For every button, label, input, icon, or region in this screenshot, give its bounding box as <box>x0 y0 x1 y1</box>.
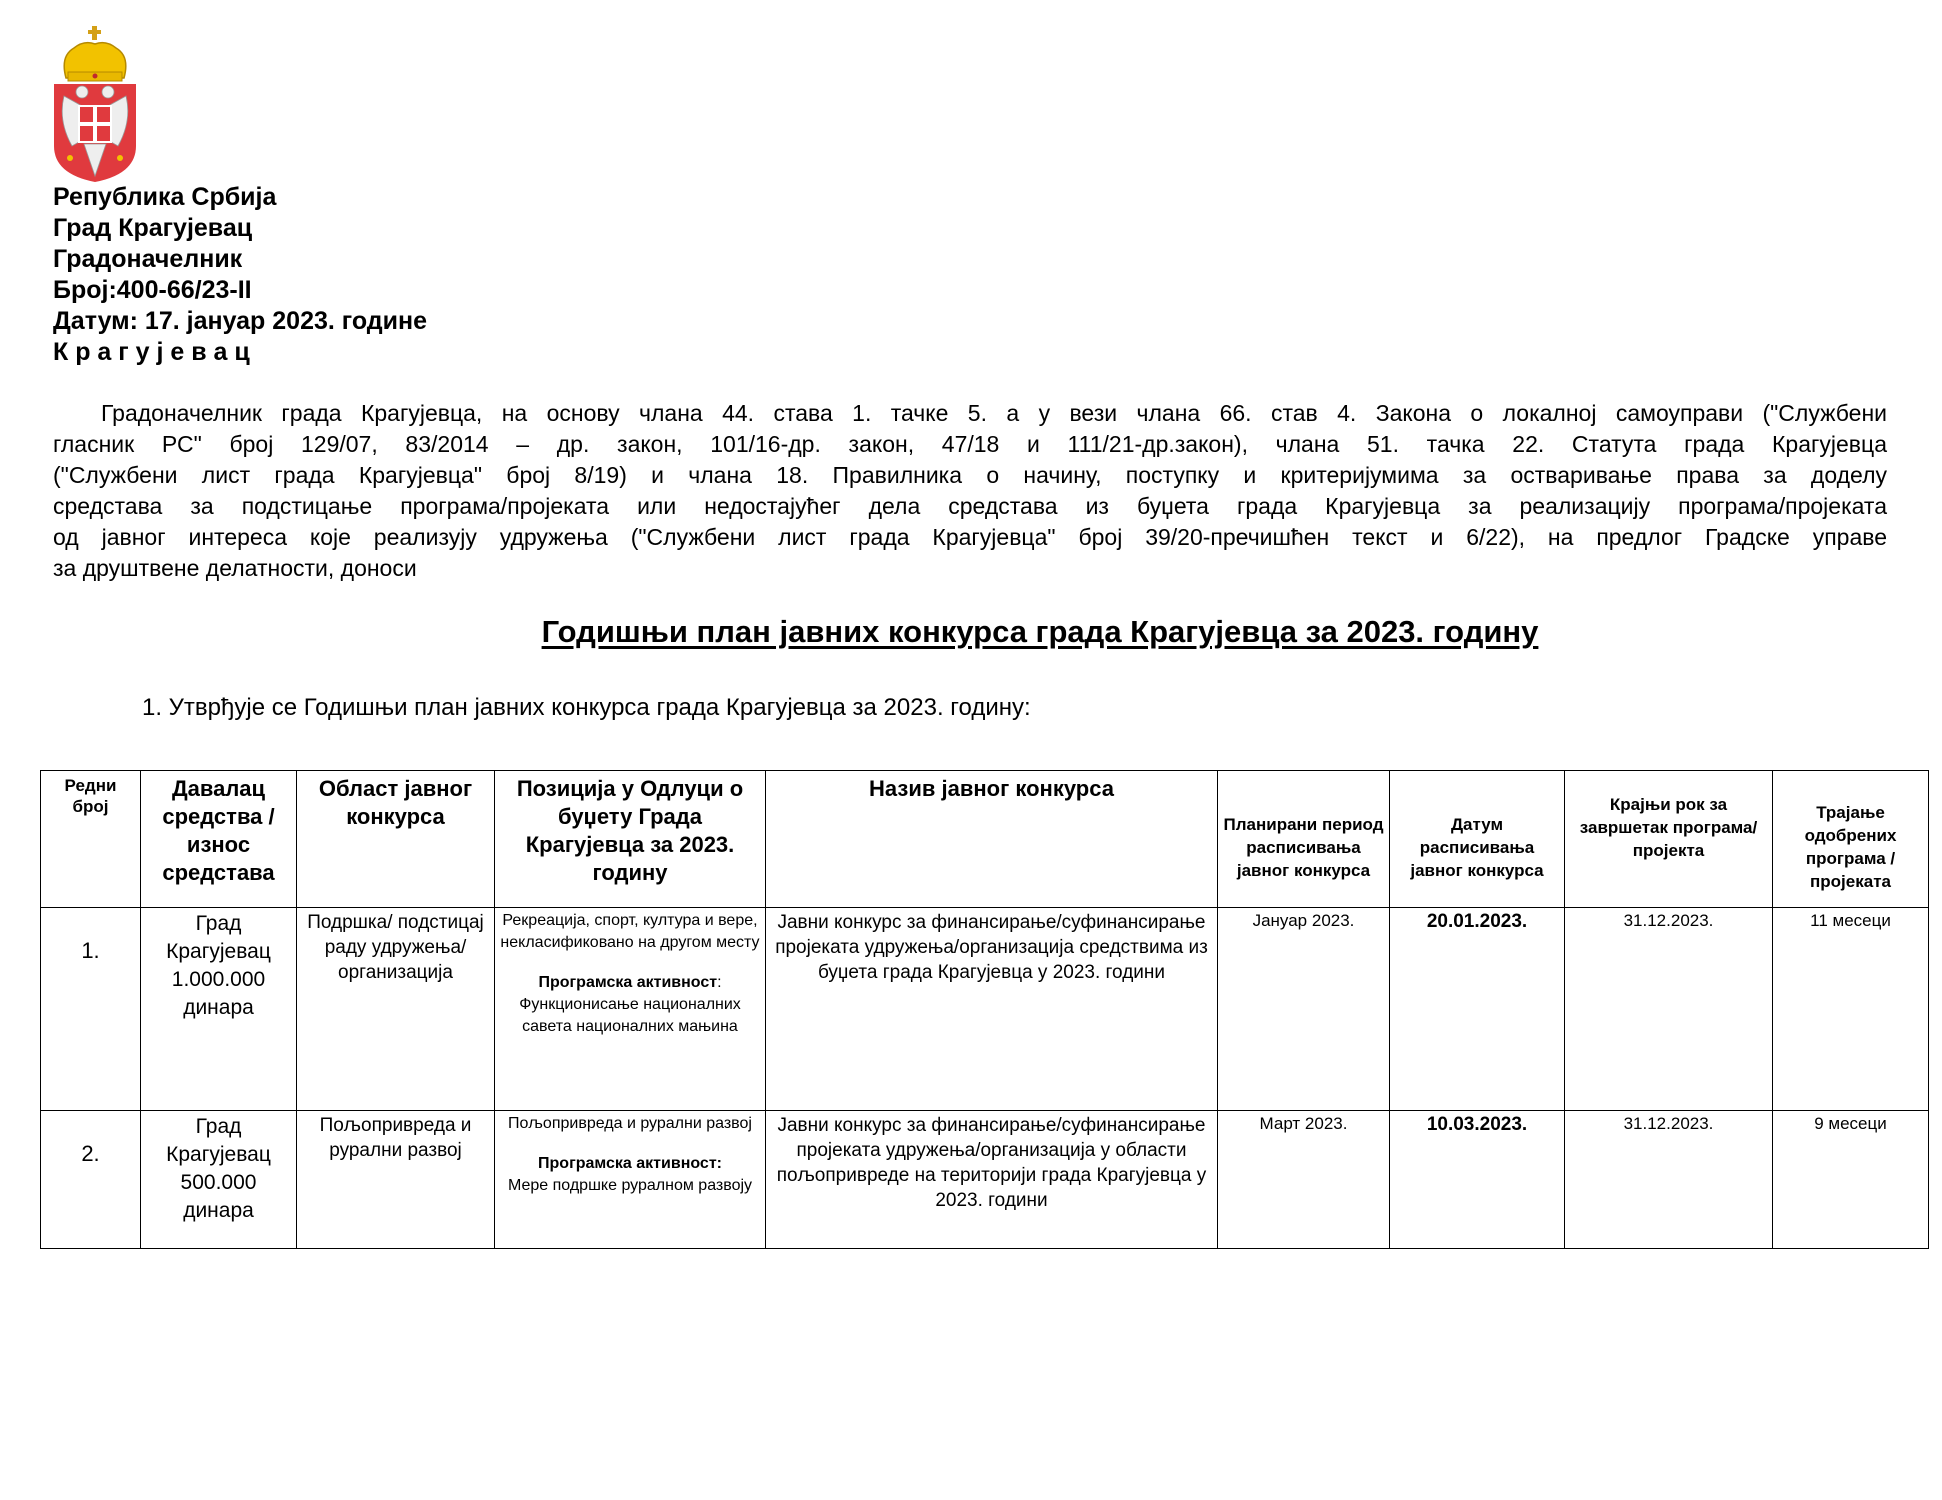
row-position <box>495 908 766 1111</box>
header-date: Датум расписивања јавног конкурса <box>1390 771 1565 908</box>
header-name: Назив јавног конкурса <box>766 771 1218 908</box>
preamble-line: ("Службени лист града Крагујевца" број 8/19) и члана 18. Правилника о начину, поступку и критеријумима за остваривање права за доделу <box>53 462 1887 488</box>
header-provider: Давалац средства /износ средстава <box>141 771 297 908</box>
preamble-line: од јавног интереса које реализују удружења ("Службени лист града Крагујевца" број 39/20-пречишћен текст и 6/22), на предлог Градске управе <box>53 524 1887 550</box>
row-duration: 9 месеци <box>1773 1111 1929 1249</box>
row-number: 1. <box>41 908 141 1111</box>
row-area: Пољопривреда и рурални развој <box>297 1111 495 1249</box>
provider-line: Град <box>195 1115 242 1138</box>
preamble-line: средстава за подстицање програма/пројеката или недостајућег дела средстава из буџета града Крагујевца за реализацију програма/пројеката <box>53 493 1887 519</box>
row-deadline: 31.12.2023. <box>1565 1111 1773 1249</box>
preamble-paragraph <box>53 398 1887 584</box>
competitions-plan-table <box>40 770 1929 1249</box>
table-row <box>41 908 1929 1111</box>
row-position <box>495 1111 766 1249</box>
header-area: Област јавног конкурса <box>297 771 495 908</box>
row-duration: 11 месеци <box>1773 908 1929 1111</box>
header-no: Редни број <box>41 771 141 908</box>
preamble-line: за друштвене делатности, доноси <box>53 555 417 581</box>
row-competition-name: Јавни конкурс за финансирање/суфинансирање пројеката удружења/организација у области пољопривреде на територији града Крагујевца у 2023. години <box>766 1111 1218 1249</box>
document-title: Годишњи план јавних конкурса града Крагујевца за 2023. годину <box>541 614 1539 649</box>
row-date: 20.01.2023. <box>1390 908 1565 1111</box>
table-row <box>41 1111 1929 1249</box>
position-text: Рекреација, спорт, култура и вере, некласификовано на другом месту <box>500 912 760 951</box>
document-date: Датум: 17. јануар 2023. године <box>53 307 428 335</box>
row-date: 10.03.2023. <box>1390 1111 1565 1249</box>
header-duration: Трајање одобрених програма /пројеката <box>1773 771 1929 908</box>
serbian-coat-of-arms-emblem <box>52 26 138 182</box>
provider-line: Град <box>195 912 242 935</box>
article-1-text: 1. Утврђује се Годишњи план јавних конкурса града Крагујевца за 2023. годину: <box>142 694 1031 721</box>
preamble-line: Градоначелник града Крагујевца, на основу члана 44. става 1. тачке 5. а у вези члана 66. став 4. Закона о локалној самоуправи ("Службени <box>101 400 1887 426</box>
shield-icon <box>54 84 136 182</box>
table-header-row <box>41 771 1929 908</box>
header-position: Позиција у Одлуци о буџету Града Крагујевца за 2023. годину <box>495 771 766 908</box>
office-name: Градоначелник <box>53 245 243 273</box>
city-name: Град Крагујевац <box>53 214 253 242</box>
preamble-line: гласник РС" број 129/07, 83/2014 – др. закон, 101/16-др. закон, 47/18 и 111/21-др.закон), члана 51. тачка 22. Статута града Крагујевца <box>53 431 1887 457</box>
provider-line: Крагујевац <box>166 1143 271 1166</box>
document-header <box>53 182 427 368</box>
header-deadline: Крајњи рок за завршетак програма/пројекта <box>1565 771 1773 908</box>
row-period: Јануар 2023. <box>1218 908 1390 1111</box>
row-deadline: 31.12.2023. <box>1565 908 1773 1111</box>
document-place: К р а г у ј е в а ц <box>53 338 250 366</box>
header-period: Планирани период расписивања јавног конкурса <box>1218 771 1390 908</box>
provider-amount: 1.000.000 <box>171 968 266 991</box>
provider-currency: динара <box>183 1199 254 1222</box>
document-number: Број:400-66/23-II <box>53 276 252 304</box>
country-name: Република Србија <box>53 183 277 211</box>
row-competition-name: Јавни конкурс за финансирање/суфинансирање пројеката удружења/организација средствима из буџета града Крагујевца у 2023. години <box>766 908 1218 1111</box>
activity-text: Мере подршке руралном развоју <box>507 1177 753 1194</box>
provider-currency: динара <box>183 996 254 1019</box>
activity-label: Програмска активност: <box>538 1155 722 1172</box>
row-area: Подршка/ подстицај раду удружења/ организација <box>297 908 495 1111</box>
activity-suffix: : <box>717 974 722 991</box>
provider-line: Крагујевац <box>166 940 271 963</box>
provider-amount: 500.000 <box>180 1171 257 1194</box>
activity-label: Програмска активност <box>538 974 718 991</box>
activity-text: Функционисање националних савета националних мањина <box>519 996 741 1035</box>
crown-icon <box>64 26 126 81</box>
row-provider <box>141 908 297 1111</box>
row-number: 2. <box>41 1111 141 1249</box>
row-period: Март 2023. <box>1218 1111 1390 1249</box>
row-provider <box>141 1111 297 1249</box>
position-text: Пољопривреда и рурални развој <box>508 1115 752 1132</box>
